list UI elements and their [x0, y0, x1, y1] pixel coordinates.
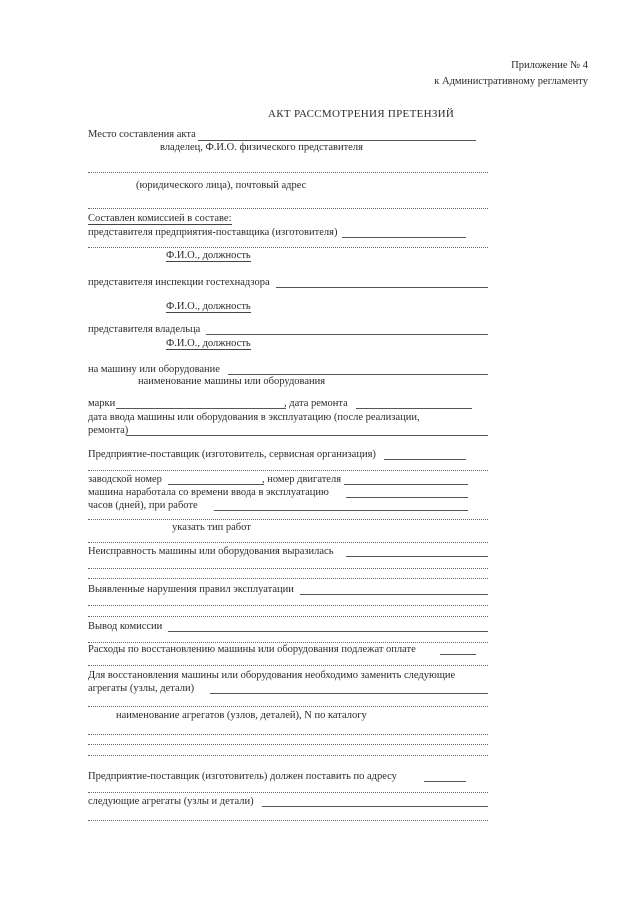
malfunction-line-3 [88, 578, 488, 579]
address-line [88, 208, 488, 209]
supplier-must-label: Предприятие-поставщик (изготовитель) должен поставить по адресу [88, 771, 397, 782]
fio-position-3: Ф.И.О., должность [166, 338, 251, 349]
repair-date-line [356, 408, 472, 409]
violations-line [300, 594, 488, 595]
conclusion-line-2 [88, 642, 488, 643]
place-line [198, 140, 476, 141]
worked-line [346, 497, 468, 498]
expenses-label: Расходы по восстановлению машины или оборудования подлежат оплате [88, 644, 416, 655]
hours-label: часов (дней), при работе [88, 500, 198, 511]
serial-label: заводской номер [88, 474, 162, 485]
restore-line-2 [88, 706, 488, 707]
brand-label: марки [88, 398, 116, 409]
machine-name-label: наименование машины или оборудования [138, 376, 326, 387]
fio-position-2: Ф.И.О., должность [166, 301, 251, 312]
commission-date-label-2: ремонта) [88, 425, 129, 436]
worked-label: машина наработала со времени ввода в эксплуатацию [88, 487, 329, 498]
following-units-line-2 [88, 820, 488, 821]
serial-line [168, 484, 264, 485]
repair-date-label: , дата ремонта [284, 398, 348, 409]
restore-line [210, 693, 488, 694]
inspection-rep-line [276, 287, 488, 288]
following-units-label: следующие агрегаты (узлы и детали) [88, 796, 254, 807]
conclusion-label: Вывод комиссии [88, 621, 163, 632]
commission-label: Составлен комиссией в составе: [88, 213, 232, 224]
owner-rep-line [206, 334, 488, 335]
inspection-rep-label: представителя инспекции гостехнадзора [88, 277, 270, 288]
owner-line [88, 172, 488, 173]
following-units-line [262, 806, 488, 807]
malfunction-line-2 [88, 568, 488, 569]
commission-date-line [126, 435, 488, 436]
malfunction-label: Неисправность машины или оборудования выразилась [88, 546, 334, 557]
units-line-3 [88, 755, 488, 756]
work-type-label: указать тип работ [172, 522, 251, 533]
separator-1 [88, 542, 488, 543]
violations-line-2 [88, 605, 488, 606]
restore-label: Для восстановления машины или оборудования необходимо заменить следующие [88, 670, 456, 681]
supplier-must-line [424, 781, 466, 782]
violations-label: Выявленные нарушения правил эксплуатации [88, 584, 294, 595]
owner-rep-label: представителя владельца [88, 324, 201, 335]
fio-position-1: Ф.И.О., должность [166, 250, 251, 261]
violations-line-3 [88, 616, 488, 617]
hours-line [214, 510, 468, 511]
expenses-line [440, 654, 476, 655]
hours-line-2 [88, 519, 488, 520]
legal-entity-label: (юридического лица), почтовый адрес [136, 180, 307, 191]
owner-label: владелец, Ф.И.О. физического представителя [160, 142, 363, 153]
machine-label: на машину или оборудование [88, 364, 220, 375]
supplier-line [384, 459, 466, 460]
document-title: АКТ РАССМОТРЕНИЯ ПРЕТЕНЗИЙ [268, 108, 455, 120]
supplier-label: Предприятие-поставщик (изготовитель, сервисная организация) [88, 449, 376, 460]
supplier-line-2 [88, 470, 488, 471]
commission-date-label: дата ввода машины или оборудования в эксплуатацию (после реализации, [88, 412, 420, 423]
appendix-regulation: к Административному регламенту [434, 76, 588, 87]
machine-line [228, 374, 488, 375]
units-line-2 [88, 744, 488, 745]
conclusion-line [168, 631, 488, 632]
brand-line [116, 408, 286, 409]
engine-no-line [344, 484, 468, 485]
units-name-label: наименование агрегатов (узлов, деталей), N по каталогу [116, 710, 367, 721]
supplier-rep-line-2 [88, 247, 488, 248]
restore-label-2: агрегаты (узлы, детали) [88, 683, 195, 694]
place-label: Место составления акта [88, 129, 196, 140]
supplier-must-line-2 [88, 792, 488, 793]
engine-no-label: , номер двигателя [262, 474, 342, 485]
units-line-1 [88, 734, 488, 735]
supplier-rep-label: представителя предприятия-поставщика (изготовителя) [88, 227, 338, 238]
supplier-rep-line [342, 237, 466, 238]
appendix-number: Приложение № 4 [511, 60, 588, 71]
malfunction-line [346, 556, 488, 557]
expenses-line-2 [88, 665, 488, 666]
